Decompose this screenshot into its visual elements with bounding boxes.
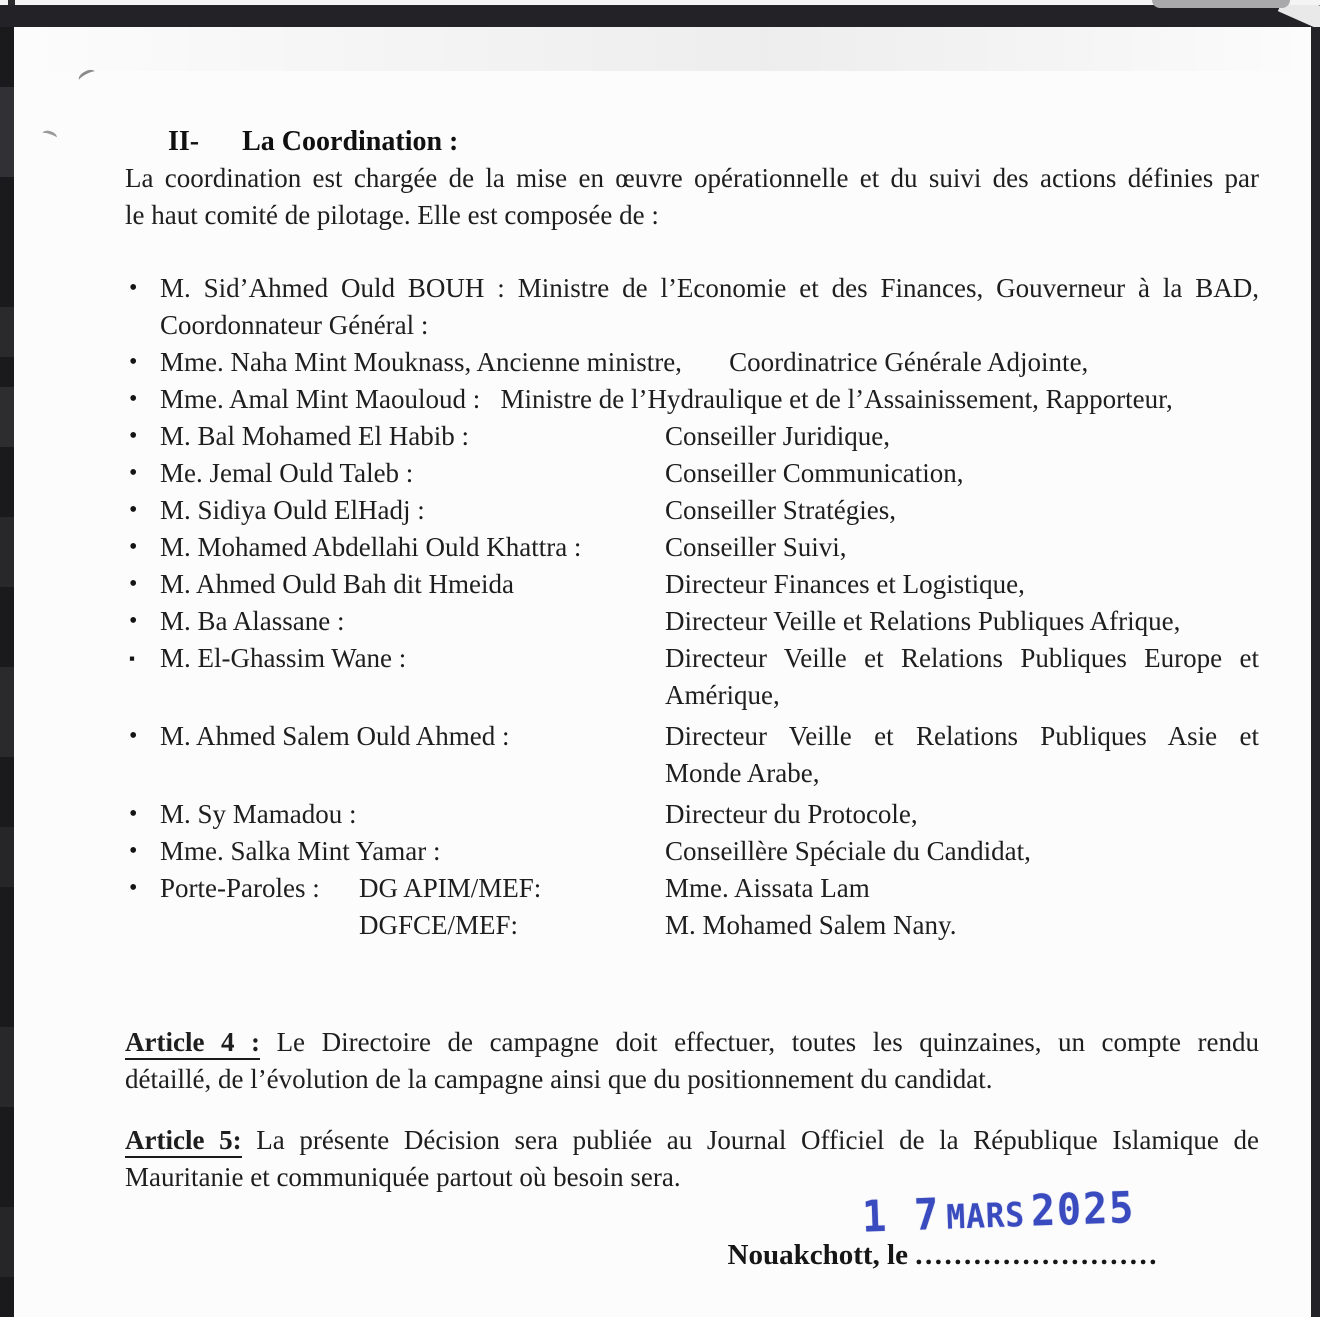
member-role: Directeur du Protocole,	[665, 799, 918, 829]
member-item	[125, 529, 1259, 566]
section-numeral: II-	[168, 126, 200, 157]
member-name: M. Sidiya Ould ElHadj :	[160, 495, 425, 525]
article-5-line-1	[125, 1122, 1259, 1159]
bullet-icon: •	[129, 875, 138, 901]
bullet-icon: •	[129, 460, 138, 486]
member-item	[125, 455, 1259, 492]
member-name: M. Ba Alassane :	[160, 606, 345, 636]
stamp-year: 2025	[1029, 1183, 1136, 1237]
date-stamp	[861, 1183, 1136, 1242]
member-item	[125, 796, 1259, 833]
member-text: Mme. Amal Mint Maouloud : Ministre de l’Hydraulique et de l’Assainissement, Rapporteur,	[160, 384, 1173, 414]
member-role-line: Directeur Veille et Relations Publiques Asie et	[665, 721, 1259, 751]
member-name: M. Sy Mamadou :	[160, 799, 357, 829]
bullet-icon: •	[129, 349, 138, 375]
member-name: M. Ahmed Salem Ould Ahmed :	[160, 721, 510, 751]
member-item	[125, 344, 1259, 381]
member-role-line: Monde Arabe,	[665, 758, 820, 788]
intro-line-1: La coordination est chargée de la mise en œuvre opérationnelle et du suivi des actions définies par	[125, 163, 1259, 193]
member-item	[125, 907, 1259, 944]
article-4-label: Article 4 :	[125, 1027, 260, 1060]
member-name: Me. Jemal Ould Taleb :	[160, 458, 414, 488]
scan-top-left-tick	[8, 0, 15, 5]
scan-edge-left	[0, 27, 14, 1317]
bullet-icon: •	[129, 386, 138, 412]
scanned-document-page	[14, 27, 1311, 1317]
bullet-icon: •	[129, 723, 138, 749]
section-title: La Coordination :	[242, 126, 459, 157]
porte-paroles-label: Porte-Paroles :	[160, 873, 320, 903]
member-role: Conseillère Spéciale du Candidat,	[665, 836, 1031, 866]
member-role	[665, 718, 1259, 792]
member-item	[125, 418, 1259, 455]
article-4-text: Le Directoire de campagne doit effectuer, toutes les quinzaines, un compte rendu	[276, 1027, 1260, 1057]
member-name: M. Ahmed Ould Bah dit Hmeida	[160, 569, 514, 599]
porte-paroles-sub2: DGFCE/MEF:	[359, 910, 519, 940]
scan-edge-patch	[0, 517, 14, 587]
intro-line-2: le haut comité de pilotage. Elle est composée de :	[125, 200, 659, 230]
member-item	[125, 640, 1259, 714]
member-item	[125, 603, 1259, 640]
place-date-line	[728, 1239, 1159, 1272]
member-list	[125, 270, 1259, 944]
article-4	[125, 1024, 1259, 1098]
bullet-icon: •	[129, 423, 138, 449]
article-5-label: Article 5:	[125, 1125, 242, 1158]
scan-top-right-tab	[1152, 0, 1290, 8]
document-content	[14, 27, 1311, 1196]
member-role: Conseiller Juridique,	[665, 421, 890, 451]
scan-edge-patch	[0, 1027, 14, 1107]
bullet-icon: •	[129, 571, 138, 597]
scan-edge-right	[1311, 27, 1320, 1317]
bullet-icon: •	[129, 801, 138, 827]
bullet-icon: •	[129, 608, 138, 634]
bullet-icon: •	[129, 534, 138, 560]
member-name	[160, 907, 665, 944]
member-role: Conseiller Stratégies,	[665, 495, 896, 525]
scan-edge-patch	[0, 827, 14, 887]
article-4-line-2: détaillé, de l’évolution de la campagne ainsi que du positionnement du candidat.	[125, 1064, 993, 1094]
member-role-line: Directeur Veille et Relations Publiques Europe et	[665, 643, 1259, 673]
scan-edge-patch	[0, 307, 14, 357]
member-item	[125, 718, 1259, 792]
stamp-day: 1 7	[861, 1189, 942, 1243]
date-dotted-line: .........................	[915, 1239, 1159, 1271]
member-name: M. Mohamed Abdellahi Ould Khattra :	[160, 532, 582, 562]
bullet-icon: •	[129, 497, 138, 523]
member-item	[125, 381, 1259, 418]
member-role: Conseiller Communication,	[665, 458, 964, 488]
member-item	[125, 492, 1259, 529]
member-item	[125, 870, 1259, 907]
scan-edge-patch	[0, 87, 14, 177]
member-role: Directeur Finances et Logistique,	[665, 569, 1025, 599]
member-role-line: Amérique,	[665, 680, 780, 710]
member-item	[125, 833, 1259, 870]
member-role: Conseiller Suivi,	[665, 532, 847, 562]
article-5-text: La présente Décision sera publiée au Journal Officiel de la République Islamique de	[256, 1125, 1260, 1155]
bullet-icon: •	[129, 838, 138, 864]
member-name: Mme. Salka Mint Yamar :	[160, 836, 441, 866]
article-4-line-1	[125, 1024, 1259, 1061]
stamp-month: MARS	[945, 1195, 1026, 1238]
member-name	[160, 870, 665, 907]
bullet-icon: ▪	[129, 649, 136, 668]
member-role: Directeur Veille et Relations Publiques Afrique,	[665, 606, 1181, 636]
member-role: Mme. Aissata Lam	[665, 873, 870, 903]
section-heading	[125, 123, 1259, 160]
scan-edge-patch	[0, 1207, 14, 1277]
member-text: Mme. Naha Mint Mouknass, Ancienne ministre, Coordinatrice Générale Adjointe,	[160, 347, 1089, 377]
scan-top-dark-band	[0, 5, 1320, 27]
member-text: Coordonnateur Général :	[160, 310, 429, 340]
place-label: Nouakchott, le	[727, 1239, 916, 1271]
scan-edge-patch	[0, 387, 14, 447]
member-item	[125, 270, 1259, 344]
member-role	[665, 640, 1259, 714]
scan-top-white-strip	[0, 0, 1320, 5]
intro-paragraph	[125, 160, 1259, 234]
bullet-icon: •	[129, 275, 138, 301]
scan-edge-patch	[0, 667, 14, 757]
member-role: M. Mohamed Salem Nany.	[665, 910, 957, 940]
member-item	[125, 566, 1259, 603]
member-name: M. Bal Mohamed El Habib :	[160, 421, 469, 451]
member-text: M. Sid’Ahmed Ould BOUH : Ministre de l’Economie et des Finances, Gouverneur à la BAD,	[160, 273, 1259, 303]
member-name: M. El-Ghassim Wane :	[160, 643, 407, 673]
article-5-line-2: Mauritanie et communiquée partout où besoin sera.	[125, 1162, 681, 1192]
porte-paroles-sub1: DG APIM/MEF:	[359, 873, 542, 903]
